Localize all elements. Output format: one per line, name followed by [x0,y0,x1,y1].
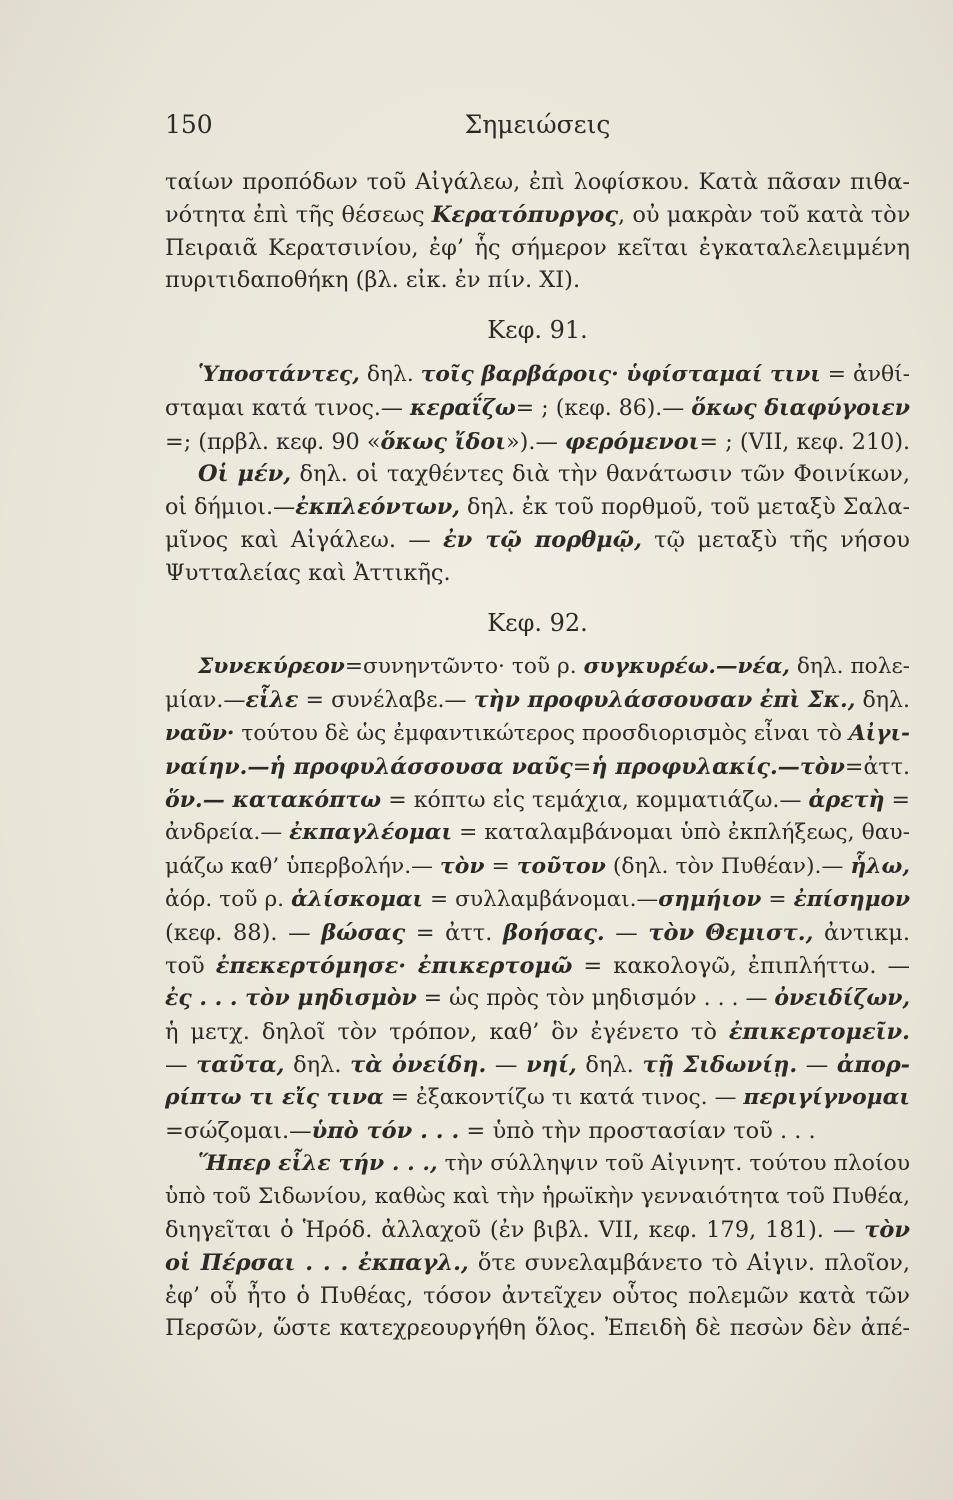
text-line: Περσῶν, ὥστε κατεχρεουργήθη ὅλος. Ἐπειδὴ δὲ πεσὼν δὲν ἀπέ- [165,1315,910,1342]
text-line: Συνεκύρεον=συνηντῶντο· τοῦ ρ. συγκυρέω.—νέα, δηλ. πολε- [198,654,910,680]
text-line: — ταῦτα, δηλ. τὰ ὀνείδη. — νηί, δηλ. τῇ Σιδωνίῃ. — ἀπορ- [165,1051,911,1078]
running-title: Σημειώσεις [464,110,611,139]
text-line: Οἱ μέν, δηλ. οἱ ταχθέντες διὰ τὴν θανάτωσιν τῶν Φοινίκων, [198,461,910,488]
text-line: ναῦν· τούτου δὲ ὡς ἐμφαντικώτερος προσδιορισμὸς εἶναι τὸ Αἰγι- [165,720,910,746]
page-number: 150 [165,110,213,139]
text-line: μίαν.—εἷλε = συνέλαβε.— τὴν προφυλάσσουσαν ἐπὶ Σκ., δηλ. [165,687,910,714]
text-line: ρίπτω τι εἴς τινα = ἐξακοντίζω τι κατά τινος. — περιγίγνομαι [165,1084,910,1110]
text-line: =σώζομαι.—ὑπὸ τόν . . . = ὑπὸ τὴν προστασίαν τοῦ . . . [165,1117,816,1144]
text-line: οἱ Πέρσαι . . . ἐκπαγλ., ὅτε συνελαμβάνετο τὸ Αἰγιν. πλοῖον, [165,1249,910,1276]
text-line: =; (πρβλ. κεφ. 90 «ὅκως ἴδοι»).— φερόμενοι= ; (VII, κεφ. 210). [165,428,911,455]
body-text [165,166,910,1345]
text-line: μάζω καθ’ ὑπερβολήν.— τὸν = τοῦτον (δηλ. τὸν Πυθέαν).— ἧλω, [165,853,910,880]
text-line: Ἥπερ εἷλε τήν . . ., τὴν σύλληψιν τοῦ Αἰγινητ. τούτου πλοίου [198,1150,910,1177]
text-line: ὑπὸ τοῦ Σιδωνίου, καθὼς καὶ τὴν ἡρωϊκὴν γενναιότητα τοῦ Πυθέα, [165,1184,910,1210]
text-line: οἱ δήμιοι.—ἐκπλεόντων, δηλ. ἐκ τοῦ πορθμοῦ, τοῦ μεταξὺ Σαλα- [165,494,910,521]
text-line: τοῦ ἐπεκερτόμησε· ἐπικερτομῶ = κακολογῶ, ἐπιπλήττω. — [165,952,910,979]
text-line: ἡ μετχ. δηλοῖ τὸν τρόπον, καθ’ ὃν ἐγένετο τὸ ἐπικερτομεῖν. [165,1019,910,1046]
text-line: ἀόρ. τοῦ ρ. ἁλίσκομαι = συλλαμβάνομαι.—σημήιον = ἐπίσημον [165,886,911,912]
text-line: Ψυτταλείας καὶ Ἀττικῆς. [165,559,451,586]
text-line: ἀνδρεία.— ἐκπαγλέομαι = καταλαμβάνομαι ὑπὸ ἐκπλήξεως, θαυ- [165,820,911,846]
text-line: (κεφ. 88). — βώσας = ἀττ. βοήσας. — τὸν Θεμιστ., ἀντικμ. [165,919,910,946]
text-line: νότητα ἐπὶ τῆς θέσεως Κερατόπυργος, οὐ μακρὰν τοῦ κατὰ τὸν [165,201,911,228]
text-line: σταμαι κατά τινος.— κεραΐζω= ; (κεφ. 86).— ὅκως διαφύγοιεν [165,394,910,421]
text-line: διηγεῖται ὁ Ἡρόδ. ἀλλαχοῦ (ἐν βιβλ. VII, κεφ. 179, 181). — τὸν [165,1216,910,1243]
text-line: Πειραιᾶ Κερατσινίου, ἐφ’ ἧς σήμερον κεῖται ἐγκαταλελειμμένη [165,234,910,261]
chapter-heading: Κεφ. 92. [487,608,588,637]
text-line: ναίην.—ἡ προφυλάσσουσα ναῦς=ἡ προφυλακίς.—τὸν=ἀττ. [165,753,910,780]
page-header [165,110,910,150]
text-line: ἐφ’ οὗ ἦτο ὁ Πυθέας, τόσον ἀντεῖχεν οὗτος πολεμῶν κατὰ τῶν [165,1282,910,1309]
text-line: μῖνος καὶ Αἰγάλεω. — ἐν τῷ πορθμῷ, τῷ μεταξὺ τῆς νήσου [165,526,910,553]
text-line: Ὑποστάντες, δηλ. τοῖς βαρβάροις· ὑφίσταμαί τινι = ἀνθί- [198,361,910,387]
text-line: ταίων προπόδων τοῦ Αἰγάλεω, ἐπὶ λοφίσκου. Κατὰ πᾶσαν πιθα- [165,169,910,195]
text-line: ὅν.— κατακόπτω = κόπτω εἰς τεμάχια, κομματιάζω.— ἀρετὴ = [165,786,911,813]
text-line: ἐς . . . τὸν μηδισμὸν = ὡς πρὸς τὸν μηδισμόν . . . — ὀνειδίζων, [165,985,911,1012]
text-line: πυριτιδαποθήκη (βλ. εἰκ. ἐν πίν. XI). [165,267,581,294]
chapter-heading: Κεφ. 91. [487,316,588,345]
